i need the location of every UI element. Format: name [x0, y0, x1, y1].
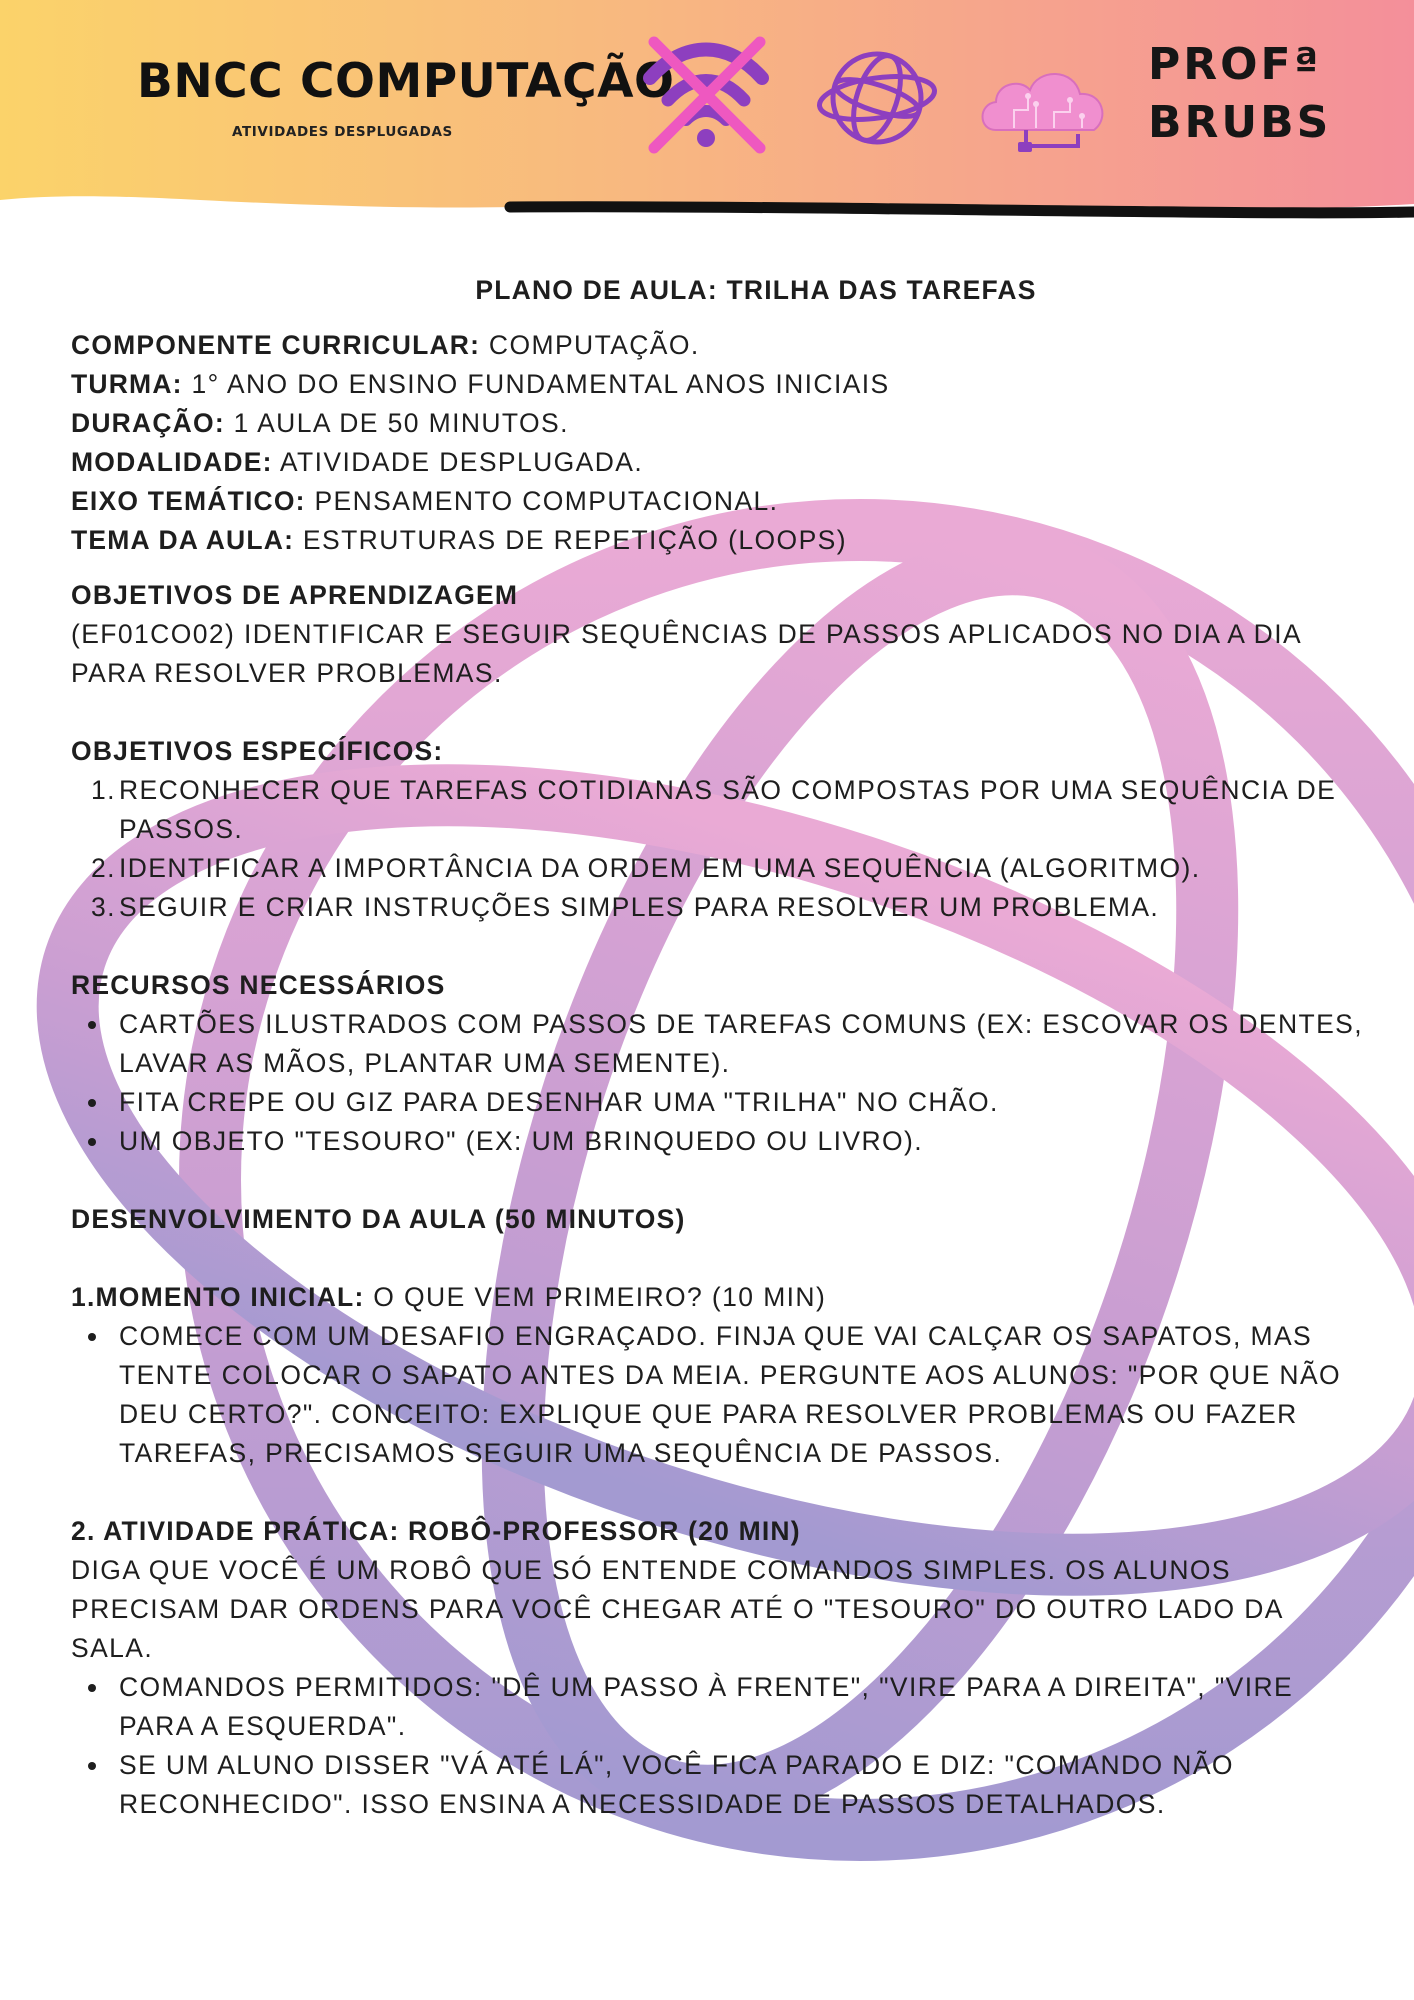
info-line: [71, 365, 1371, 404]
author-name: [1148, 36, 1331, 152]
info-block: [71, 326, 1371, 560]
list-text: SEGUIR E CRIAR INSTRUÇÕES SIMPLES PARA RESOLVER UM PROBLEMA.: [119, 892, 1160, 922]
info-value: 1° ANO DO ENSINO FUNDAMENTAL ANOS INICIAIS: [182, 369, 890, 399]
info-label: MODALIDADE:: [71, 447, 273, 477]
list-item: [71, 849, 1371, 888]
moment2-text: DIGA QUE VOCÊ É UM ROBÔ QUE SÓ ENTENDE COMANDOS SIMPLES. OS ALUNOS PRECISAM DAR ORDENS PARA VOCÊ CHEGAR ATÉ O "TESOURO" DO OUTRO LADO DA SALA.: [71, 1555, 1283, 1663]
list-number: 2.: [91, 853, 116, 883]
moment1-heading: [71, 1278, 1371, 1317]
lesson-plan: [71, 271, 1371, 1824]
author-line-2: BRUBS: [1148, 97, 1332, 148]
info-label: COMPONENTE CURRICULAR:: [71, 330, 481, 360]
list-text: IDENTIFICAR A IMPORTÂNCIA DA ORDEM EM UMA SEQUÊNCIA (ALGORITMO).: [119, 853, 1201, 883]
header-banner: [0, 0, 1414, 240]
info-line: [71, 404, 1371, 443]
info-value: ATIVIDADE DESPLUGADA.: [272, 447, 644, 477]
list-item: FITA CREPE OU GIZ PARA DESENHAR UMA "TRILHA" NO CHÃO.: [71, 1083, 1371, 1122]
no-wifi-icon: [636, 30, 776, 155]
list-item: COMECE COM UM DESAFIO ENGRAÇADO. FINJA QUE VAI CALÇAR OS SAPATOS, MAS TENTE COLOCAR O SAPATO ANTES DA MEIA. PERGUNTE AOS ALUNOS: "POR QUE NÃO DEU CERTO?". CONCEITO: EXPLIQUE QUE PARA RESOLVER PROBLEMAS OU FAZER TAREFAS, PRECISAMOS SEGUIR UMA SEQUÊNCIA DE PASSOS.: [71, 1317, 1371, 1473]
plan-title: PLANO DE AULA: TRILHA DAS TAREFAS: [475, 275, 1037, 305]
list-text: RECONHECER QUE TAREFAS COTIDIANAS SÃO COMPOSTAS POR UMA SEQUÊNCIA DE PASSOS.: [119, 775, 1337, 844]
moment2-heading: 2. ATIVIDADE PRÁTICA: ROBÔ-PROFESSOR (20 MIN): [71, 1516, 801, 1546]
objectives-heading: OBJETIVOS DE APRENDIZAGEM: [71, 580, 519, 610]
info-line: [71, 521, 1371, 560]
specific-objectives-list: [71, 771, 1371, 927]
moment2-list: [71, 1668, 1371, 1824]
moment1-label: 1.MOMENTO INICIAL:: [71, 1282, 365, 1312]
info-value: COMPUTAÇÃO.: [480, 330, 700, 360]
info-label: TURMA:: [71, 369, 183, 399]
info-value: 1 AULA DE 50 MINUTOS.: [224, 408, 569, 438]
globe-icon: [816, 48, 938, 148]
specific-objectives-heading: OBJETIVOS ESPECÍFICOS:: [71, 736, 444, 766]
brand-subtitle: ATIVIDADES DESPLUGADAS: [232, 124, 453, 140]
moment1-value: O QUE VEM PRIMEIRO? (10 MIN): [364, 1282, 827, 1312]
author-line-1: PROFª: [1148, 39, 1322, 90]
list-item: UM OBJETO "TESOURO" (EX: UM BRINQUEDO OU LIVRO).: [71, 1122, 1371, 1161]
development-heading: DESENVOLVIMENTO DA AULA (50 MINUTOS): [71, 1204, 686, 1234]
list-item: SE UM ALUNO DISSER "VÁ ATÉ LÁ", VOCÊ FICA PARADO E DIZ: "COMANDO NÃO RECONHECIDO". ISSO ENSINA A NECESSIDADE DE PASSOS DETALHADOS.: [71, 1746, 1371, 1824]
list-number: 1.: [91, 775, 116, 805]
list-item: CARTÕES ILUSTRADOS COM PASSOS DE TAREFAS COMUNS (EX: ESCOVAR OS DENTES, LAVAR AS MÃOS, PLANTAR UMA SEMENTE).: [71, 1005, 1371, 1083]
info-label: TEMA DA AULA:: [71, 525, 295, 555]
list-item: COMANDOS PERMITIDOS: "DÊ UM PASSO À FRENTE", "VIRE PARA A DIREITA", "VIRE PARA A ESQUERDA".: [71, 1668, 1371, 1746]
resources-list: [71, 1005, 1371, 1161]
list-number: 3.: [91, 892, 116, 922]
cloud-circuit-icon: [974, 60, 1114, 160]
objectives-text: (EF01CO02) IDENTIFICAR E SEGUIR SEQUÊNCIAS DE PASSOS APLICADOS NO DIA A DIA PARA RESOLVER PROBLEMAS.: [71, 619, 1301, 688]
resources-heading: RECURSOS NECESSÁRIOS: [71, 970, 446, 1000]
brand-title: BNCC COMPUTAÇÃO: [137, 54, 675, 109]
list-item: [71, 771, 1371, 849]
info-line: [71, 482, 1371, 521]
info-label: EIXO TEMÁTICO:: [71, 486, 306, 516]
list-item: [71, 888, 1371, 927]
info-value: ESTRUTURAS DE REPETIÇÃO (LOOPS): [294, 525, 847, 555]
moment1-list: [71, 1317, 1371, 1473]
info-line: [71, 443, 1371, 482]
info-line: [71, 326, 1371, 365]
info-value: PENSAMENTO COMPUTACIONAL.: [305, 486, 779, 516]
info-label: DURAÇÃO:: [71, 408, 225, 438]
